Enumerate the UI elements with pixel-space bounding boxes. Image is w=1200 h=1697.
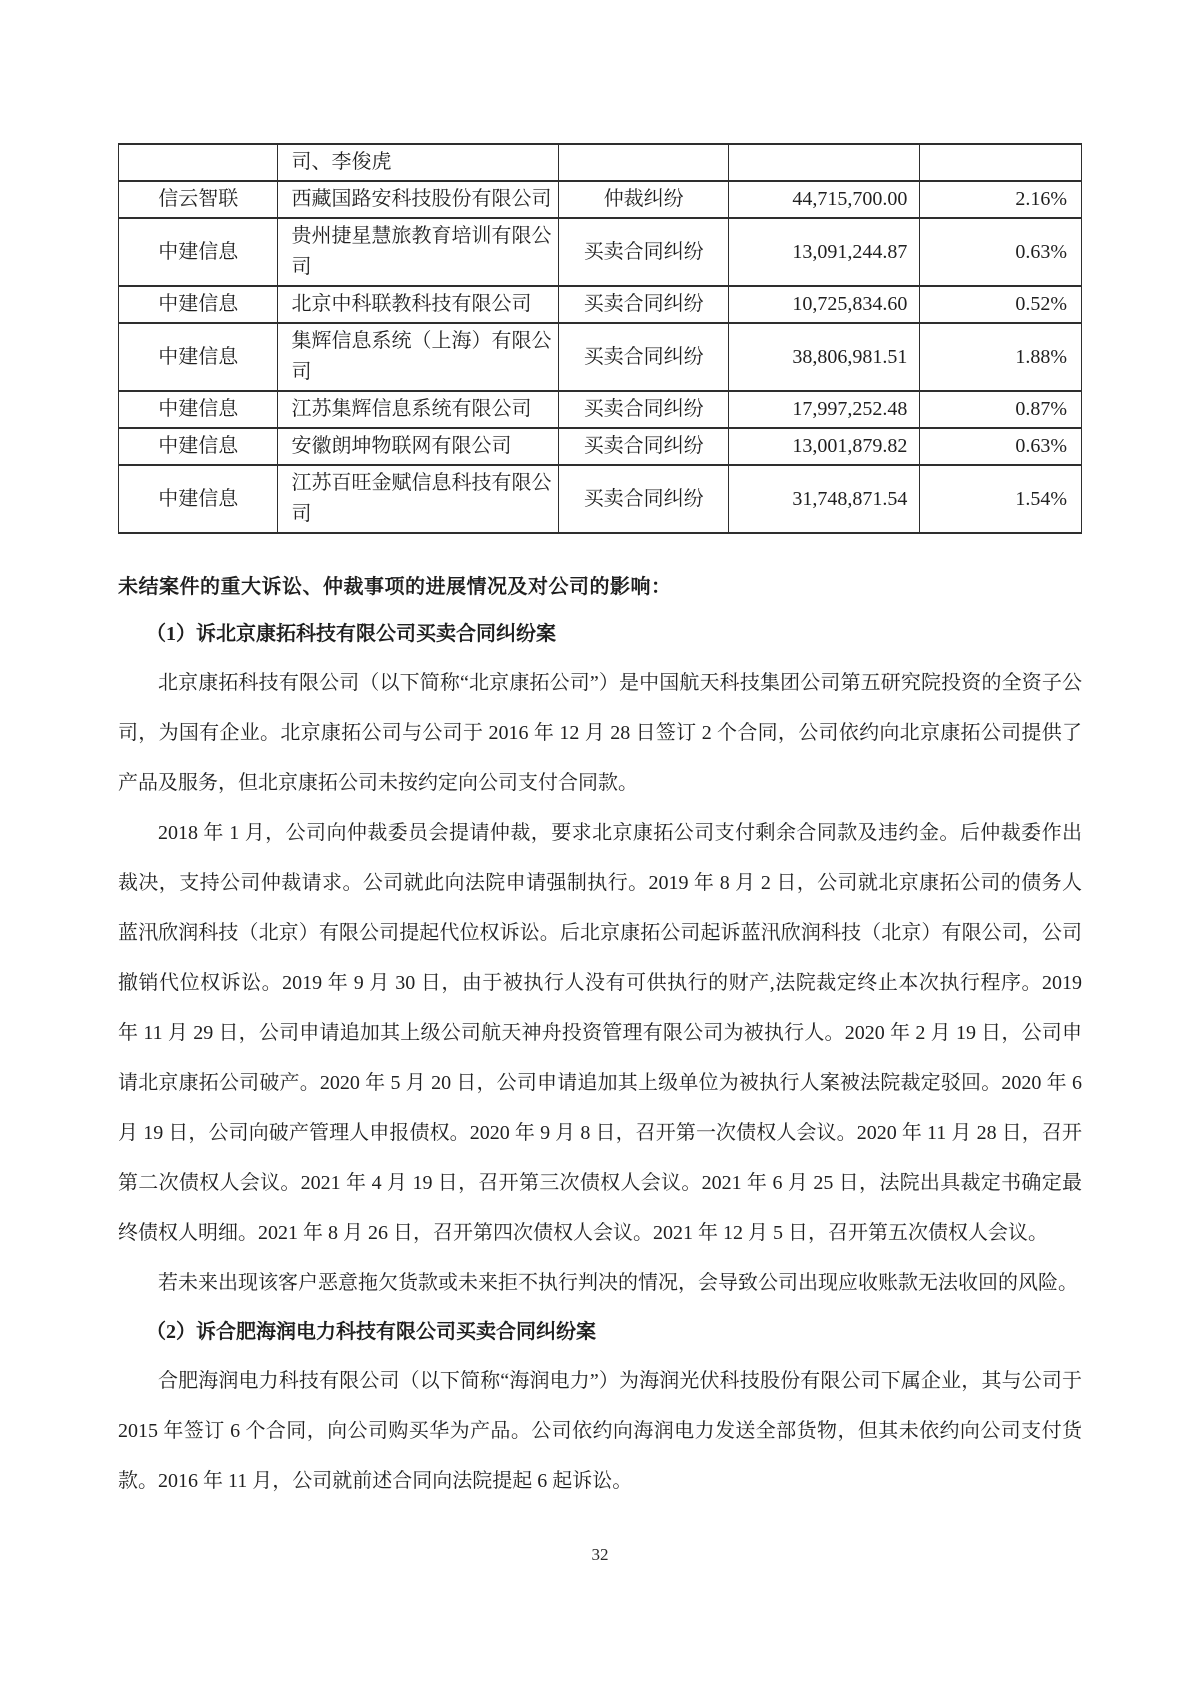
cell-percent: 1.88% [920, 323, 1082, 391]
cell-percent: 1.54% [920, 465, 1082, 533]
cell-percent: 0.63% [920, 218, 1082, 286]
cell-party: 中建信息 [119, 286, 278, 323]
cell-counterparty: 西藏国路安科技股份有限公司 [278, 181, 559, 218]
table-row [119, 218, 1082, 286]
cell-counterparty: 安徽朗坤物联网有限公司 [278, 428, 559, 465]
cell-dispute-type: 买卖合同纠纷 [559, 286, 729, 323]
cell-percent: 2.16% [920, 181, 1082, 218]
cell-party: 信云智联 [119, 181, 278, 218]
cell-percent [920, 144, 1082, 181]
table-row [119, 286, 1082, 323]
cell-counterparty: 集辉信息系统（上海）有限公司 [278, 323, 559, 391]
cell-party: 中建信息 [119, 391, 278, 428]
cell-dispute-type [559, 144, 729, 181]
table-row [119, 181, 1082, 218]
table-row [119, 323, 1082, 391]
cell-percent: 0.63% [920, 428, 1082, 465]
cell-counterparty: 江苏集辉信息系统有限公司 [278, 391, 559, 428]
cell-counterparty: 司、李俊虎 [278, 144, 559, 181]
table-row [119, 391, 1082, 428]
table-row [119, 428, 1082, 465]
case1-paragraph-1: 北京康拓科技有限公司（以下简称“北京康拓公司”）是中国航天科技集团公司第五研究院投资的全资子公司，为国有企业。北京康拓公司与公司于 2016 年 12 月 28 日签订 2 个合同，公司依约向北京康拓公司提供了产品及服务，但北京康拓公司未按约定向公司支付合同款。 [118, 672, 1082, 794]
cell-amount [729, 144, 920, 181]
cell-amount: 10,725,834.60 [729, 286, 920, 323]
cell-counterparty: 贵州捷星慧旅教育培训有限公司 [278, 218, 559, 286]
cell-amount: 13,091,244.87 [729, 218, 920, 286]
table-row [119, 144, 1082, 181]
cell-dispute-type: 买卖合同纠纷 [559, 391, 729, 428]
cell-party: 中建信息 [119, 465, 278, 533]
cell-amount: 38,806,981.51 [729, 323, 920, 391]
cell-party: 中建信息 [119, 428, 278, 465]
cell-dispute-type: 买卖合同纠纷 [559, 218, 729, 286]
cell-amount: 13,001,879.82 [729, 428, 920, 465]
progress-heading: 未结案件的重大诉讼、仲裁事项的进展情况及对公司的影响： [118, 576, 672, 598]
cell-amount: 31,748,871.54 [729, 465, 920, 533]
cell-amount: 17,997,252.48 [729, 391, 920, 428]
document-body [118, 564, 1082, 1506]
cell-dispute-type: 买卖合同纠纷 [559, 323, 729, 391]
case1-paragraph-2: 2018 年 1 月，公司向仲裁委员会提请仲裁，要求北京康拓公司支付剩余合同款及违约金。后仲裁委作出裁决，支持公司仲裁请求。公司就此向法院申请强制执行。2019 年 8 月 2 日，公司就北京康拓公司的债务人蓝汛欣润科技（北京）有限公司提起代位权诉讼。后北京康拓公司起诉蓝汛欣润科技（北京）有限公司，公司撤销代位权诉讼。2019 年 9 月 30 日，由于被执行人没有可供执行的财产,法院裁定终止本次执行程序。2019 年 11 月 29 日，公司申请追加其上级公司航天神舟投资管理有限公司为被执行人。2020 年 2 月 19 日，公司申请北京康拓公司破产。2020 年 5 月 20 日，公司申请追加其上级单位为被执行人案被法院裁定驳回。2020 年 6 月 19 日，公司向破产管理人申报债权。2020 年 9 月 8 日，召开第一次债权人会议。2020 年 11 月 28 日，召开第二次债权人会议。2021 年 4 月 19 日，召开第三次债权人会议。2021 年 6 月 25 日，法院出具裁定书确定最终债权人明细。2021 年 8 月 26 日，召开第四次债权人会议。2021 年 12 月 5 日，召开第五次债权人会议。 [118, 822, 1082, 1244]
cell-dispute-type: 买卖合同纠纷 [559, 465, 729, 533]
case2-paragraph-1: 合肥海润电力科技有限公司（以下简称“海润电力”）为海润光伏科技股份有限公司下属企业，其与公司于 2015 年签订 6 个合同，向公司购买华为产品。公司依约向海润电力发送全部货物，但其未依约向公司支付货款。2016 年 11 月，公司就前述合同向法院提起 6 起诉讼。 [118, 1370, 1082, 1492]
case1-paragraph-3: 若未来出现该客户恶意拖欠货款或未来拒不执行判决的情况，会导致公司出现应收账款无法收回的风险。 [158, 1272, 1078, 1294]
cell-dispute-type: 仲裁纠纷 [559, 181, 729, 218]
cell-amount: 44,715,700.00 [729, 181, 920, 218]
page-number: 32 [591, 1545, 609, 1564]
table-row [119, 465, 1082, 533]
cell-party [119, 144, 278, 181]
cell-counterparty: 北京中科联教科技有限公司 [278, 286, 559, 323]
case1-title: （1）诉北京康拓科技有限公司买卖合同纠纷案 [146, 623, 556, 645]
cell-party: 中建信息 [119, 323, 278, 391]
cell-counterparty: 江苏百旺金赋信息科技有限公司 [278, 465, 559, 533]
cell-party: 中建信息 [119, 218, 278, 286]
litigation-table-body [119, 144, 1082, 533]
cell-dispute-type: 买卖合同纠纷 [559, 428, 729, 465]
cell-percent: 0.87% [920, 391, 1082, 428]
case2-title: （2）诉合肥海润电力科技有限公司买卖合同纠纷案 [146, 1321, 596, 1343]
litigation-table [118, 143, 1082, 534]
cell-percent: 0.52% [920, 286, 1082, 323]
